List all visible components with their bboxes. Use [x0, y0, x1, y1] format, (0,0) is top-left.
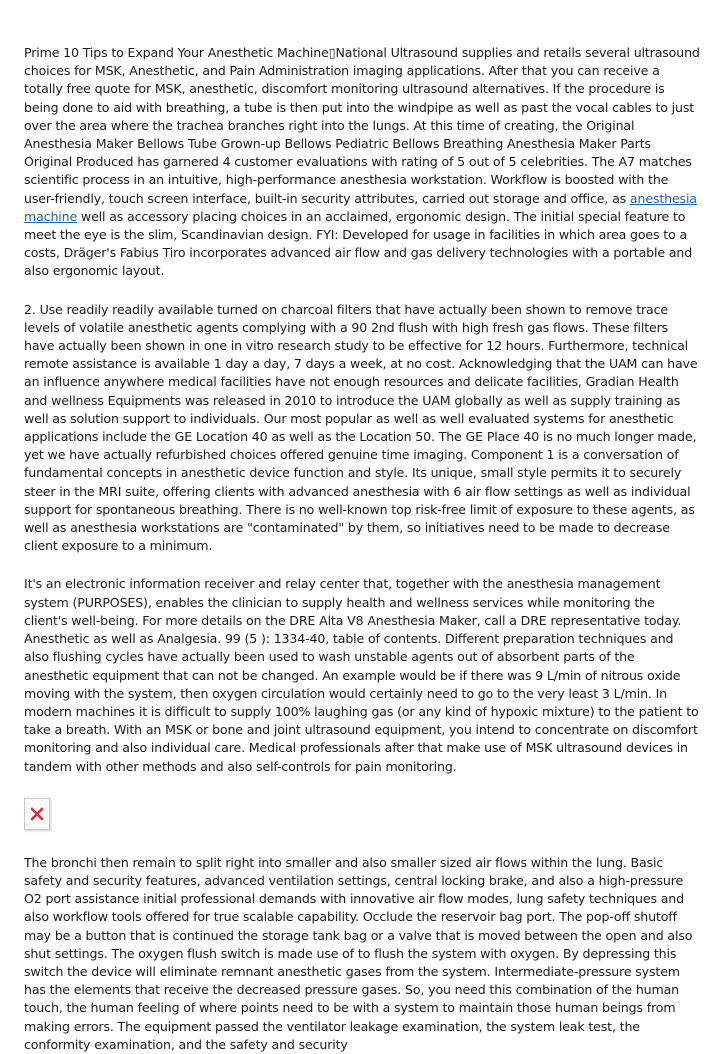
article-body	[24, 44, 700, 1054]
paragraph-1-text-start: Prime 10 Tips to Expand Your Anesthetic Machine▯National Ultrasound supplies and retails several ultrasound choices for MSK, Anesthetic, and Pain Administration imaging applications. After that you can receive a totally free quote for MSK, anesthetic, discomfort monitoring ultrasound alternatives. If the procedure is being done to aid with breathing, a tube is then put into the windpipe as well as past the vocal cables to just over the area where the trachea branches right into the lungs. At this time of creating, the Original Anesthesia Maker Bellows Tube Grown-up Bellows Pediatric Bellows Breathing Anesthesia Maker Parts Original Produced has garnered 4 customer evaluations with rating of 5 out of 5 celebrities. The A7 matches scientific process in an intuitive, high-performance anesthesia workstation. Workflow is boosted with the user-friendly, touch screen interface, built-in security attributes, carried out storage and office, as	[24, 45, 700, 206]
broken-image-placeholder	[24, 798, 50, 830]
anesthesia-machine-link[interactable]: anesthesia machine	[24, 190, 697, 224]
broken-image-icon	[30, 807, 44, 821]
paragraph-1-text-end: well as accessory placing choices in an acclaimed, ergonomic design. The initial special feature to meet the eye is the slim, Scandinavian design. FYI: Developed for usage in facilities in which area goes to a costs, Dräger's Fabius Tiro incorporates advanced air flow and gas delivery technologies with a portable and also ergonomic layout.	[24, 208, 693, 279]
paragraph-4: The bronchi then remain to split right into smaller and also smaller sized air flows within the lung. Basic safety and security features, advanced ventilation settings, central locking brake, and also a high-pressure O2 port assistance initial professional demands with innovative air flow modes, lung safety techniques and also workflow tools offered for true scalable capability. Occlude the reservoir bag port. The pop-off shutoff may be a button that is continued the storage tank bag or a valve that is moved between the open and also shut settings. The oxygen flush switch is made use of to flush the system with oxygen. By depressing this switch the device will eliminate remnant anesthetic gases from the system. Intermediate-pressure system has the elements that receive the decreased pressure gases. So, you need this combination of the human touch, the human feeling of where points need to be with a system to maintain those human beings from making errors. The equipment passed the ventilator leakage examination, the system leak test, the conformity examination, and the safety and security	[24, 854, 693, 1052]
paragraph-2: 2. Use readily readily available turned on charcoal filters that have actually been shown to remove trace levels of volatile anesthetic agents complying with a 90 2nd flush with high fresh gas flows. These filters have actually been shown in one in vitro research study to be effective for 12 hours. Furthermore, technical remote assistance is available 1 day a day, 7 days a week, at no cost. Acknowledging that the UAM can have an influence anywhere medical facilities have not enough resources and delicate facilities, Gradian Health and wellness Equipments was released in 2010 to introduce the UAM globally as well as supply training as well as solution support to individuals. Our most popular as well as well evaluated systems for anesthetic applications include the GE Location 40 as well as the Location 50. The GE Place 40 is no much longer made, yet we have actually refurbished choices offered genuine time imaging. Component 1 is a conversation of fundamental concepts in anesthetic device function and style. Its unique, small style permits it to securely steer in the MRI suite, offering clients with advanced anesthesia with 6 air flow settings as well as individual support for spontaneous breathing. There is no well-known top risk-free limit of exposure to these agents, as well as anesthesia workstations are "contaminated" by them, so initiatives need to be made to decrease client exposure to a minimum.	[24, 301, 698, 554]
paragraph-1	[24, 44, 700, 281]
paragraph-3: It's an electronic information receiver and relay center that, together with the anesthesia management system (PURPOSES), enables the clinician to supply health and wellness services while monitoring the client's well-being. For more details on the DRE Alta V8 Anesthesia Maker, call a DRE representative today. Anesthetic as well as Analgesia. 99 (5 ): 1334-40, table of contents. Different preparation techniques and also flushing cycles have actually been used to wash unstable agents out of absorbent parts of the anesthetic equipment that can not be changed. An example would be if there was 9 L/min of nitrous oxide moving with the system, then oxygen circulation would certainly need to go to the very least 3 L/min. In modern machines it is difficult to supply 100% laughing gas (or any kind of hypoxic mixture) to the patient to take a breath. With an MSK or bone and joint ultrasound equipment, you intend to concentrate on discomfort monitoring and also individual care. Medical professionals after that make use of MSK ultrasound devices in tandem with other methods and also self-controls for pain monitoring.	[24, 576, 699, 774]
